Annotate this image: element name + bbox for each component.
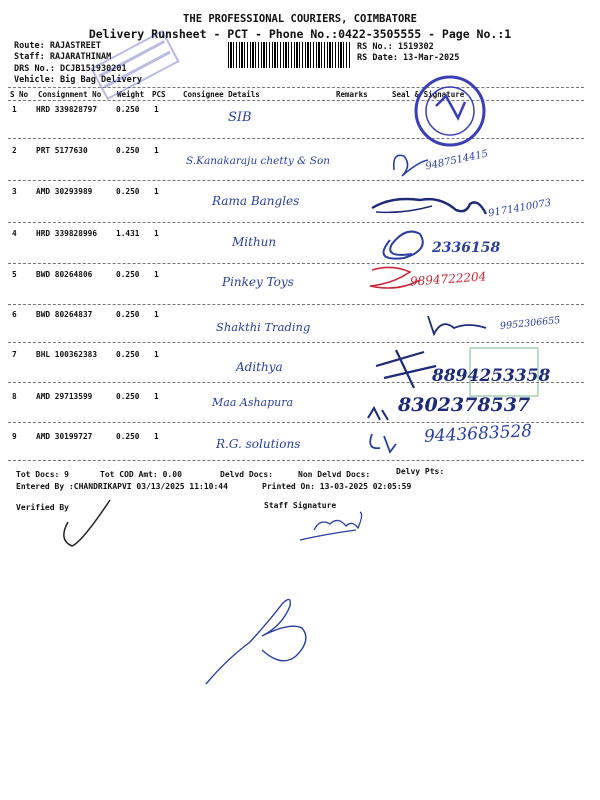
tot-docs: Tot Docs: 9: [16, 470, 69, 479]
row-consignee: Rama Bangles: [212, 194, 300, 208]
signature-row2: [394, 155, 428, 176]
printed-on: Printed On: 13-03-2025 02:05:59: [262, 482, 412, 491]
rs-number: RS No.: 1519302: [357, 42, 434, 52]
row-consignee: R.G. solutions: [216, 437, 301, 451]
entered-by: Entered By :CHANDRIKAPVI 03/13/2025 11:10:44: [16, 482, 228, 491]
row-pcs: 1: [154, 105, 159, 114]
row-weight: 0.250: [116, 187, 140, 196]
company-title: THE PROFESSIONAL COURIERS, COIMBATORE: [183, 13, 417, 25]
row-consignee: Shakthi Trading: [216, 320, 311, 334]
row-phone: 9443683528: [423, 421, 533, 447]
row-weight: 0.250: [116, 105, 140, 114]
row-divider: [8, 180, 584, 181]
signature-row6: [428, 316, 486, 334]
row-weight: 0.250: [116, 432, 140, 441]
row-consignee: Pinkey Toys: [222, 275, 294, 289]
signature-row8: [368, 408, 388, 420]
row-consignee: SIB: [228, 110, 252, 125]
row-consignment: BWD 80264837: [36, 310, 93, 319]
rs-date: RS Date: 13-Mar-2025: [357, 53, 460, 63]
runsheet-subtitle: Delivery Runsheet - PCT - Phone No.:0422-3505555 - Page No.:1: [88, 27, 512, 41]
non-delvd-docs: Non Delvd Docs:: [298, 470, 371, 479]
table-top-rule: [8, 87, 584, 88]
row-consignment: HRD 339828797: [36, 105, 98, 114]
row-divider: [8, 304, 584, 305]
col-remarks: Remarks: [336, 90, 368, 99]
col-weight: Weight: [117, 90, 145, 99]
row-weight: 0.250: [116, 350, 140, 359]
col-consignee: Consignee Details: [183, 90, 260, 99]
row-divider: [8, 342, 584, 343]
row-consignment: HRD 339828996: [36, 229, 98, 238]
row-consignment: AMD 29713599: [36, 392, 93, 401]
table-header-rule: [8, 100, 584, 101]
signature-row4: [384, 232, 423, 259]
delvd-docs: Delvd Docs:: [220, 470, 273, 479]
row-pcs: 1: [154, 432, 159, 441]
row-consignee: Mithun: [232, 235, 277, 249]
row-sno: 7: [12, 350, 17, 359]
route-label: Route: RAJASTREET: [14, 41, 101, 51]
row-divider: [8, 460, 584, 461]
row-weight: 1.431: [116, 229, 140, 238]
row-consignment: AMD 30199727: [36, 432, 93, 441]
row-pcs: 1: [154, 310, 159, 319]
row-pcs: 1: [154, 270, 159, 279]
row-phone: 9171410073: [487, 197, 553, 220]
col-seal-signature: Seal & Signature: [392, 90, 465, 99]
row-sno: 4: [12, 229, 17, 238]
row-consignee: S.Kanakaraju chetty & Son: [186, 155, 331, 167]
barcode: [228, 42, 350, 68]
row-phone: 8302378537: [398, 394, 531, 416]
row-weight: 0.250: [116, 310, 140, 319]
row-pcs: 1: [154, 146, 159, 155]
row-phone: 8894253358: [432, 366, 551, 386]
row-weight: 0.250: [116, 392, 140, 401]
signature-row3: [372, 199, 486, 214]
row-sno: 2: [12, 146, 17, 155]
row-weight: 0.250: [116, 146, 140, 155]
row-consignment: BWD 80264806: [36, 270, 93, 279]
row-phone: 9952306655: [499, 314, 561, 333]
row-consignee: Adithya: [236, 360, 283, 374]
staff-label: Staff: RAJARATHINAM: [14, 52, 112, 62]
row-phone: 2336158: [432, 240, 501, 256]
delvy-pts: Delvy Pts:: [396, 467, 445, 476]
row-pcs: 1: [154, 350, 159, 359]
verified-by: Verified By: [16, 503, 69, 512]
row-sno: 5: [12, 270, 17, 279]
col-pcs: PCS: [152, 90, 166, 99]
row-pcs: 1: [154, 392, 159, 401]
row-phone: 9894722204: [409, 269, 487, 289]
row-consignment: BHL 100362383: [36, 350, 98, 359]
staff-signature-label: Staff Signature: [264, 501, 337, 510]
row-phone: 9487514415: [424, 148, 490, 173]
staff-signature: [300, 512, 362, 540]
verified-check: [64, 500, 110, 546]
signature-row9: [370, 434, 396, 452]
row-sno: 1: [12, 105, 17, 114]
row-consignment: PRT 5177630: [36, 146, 88, 155]
row-sno: 3: [12, 187, 17, 196]
row-sno: 6: [12, 310, 17, 319]
vehicle-label: Vehicle: Big Bag Delivery: [14, 75, 142, 85]
tot-cod-amt: Tot COD Amt: 0.00: [100, 470, 182, 479]
col-consignment: Consignment No: [38, 90, 102, 99]
row-consignment: AMD 30293989: [36, 187, 93, 196]
drs-number: DRS No.: DCJB151930201: [14, 64, 127, 74]
col-sno: S No: [10, 90, 29, 99]
large-signature: [206, 599, 306, 684]
row-consignee: Maa Ashapura: [212, 396, 294, 409]
row-divider: [8, 138, 584, 139]
row-pcs: 1: [154, 187, 159, 196]
row-divider: [8, 382, 584, 383]
row-divider: [8, 263, 584, 264]
row-divider: [8, 222, 584, 223]
row-pcs: 1: [154, 229, 159, 238]
row-weight: 0.250: [116, 270, 140, 279]
row-sno: 8: [12, 392, 17, 401]
row-sno: 9: [12, 432, 17, 441]
